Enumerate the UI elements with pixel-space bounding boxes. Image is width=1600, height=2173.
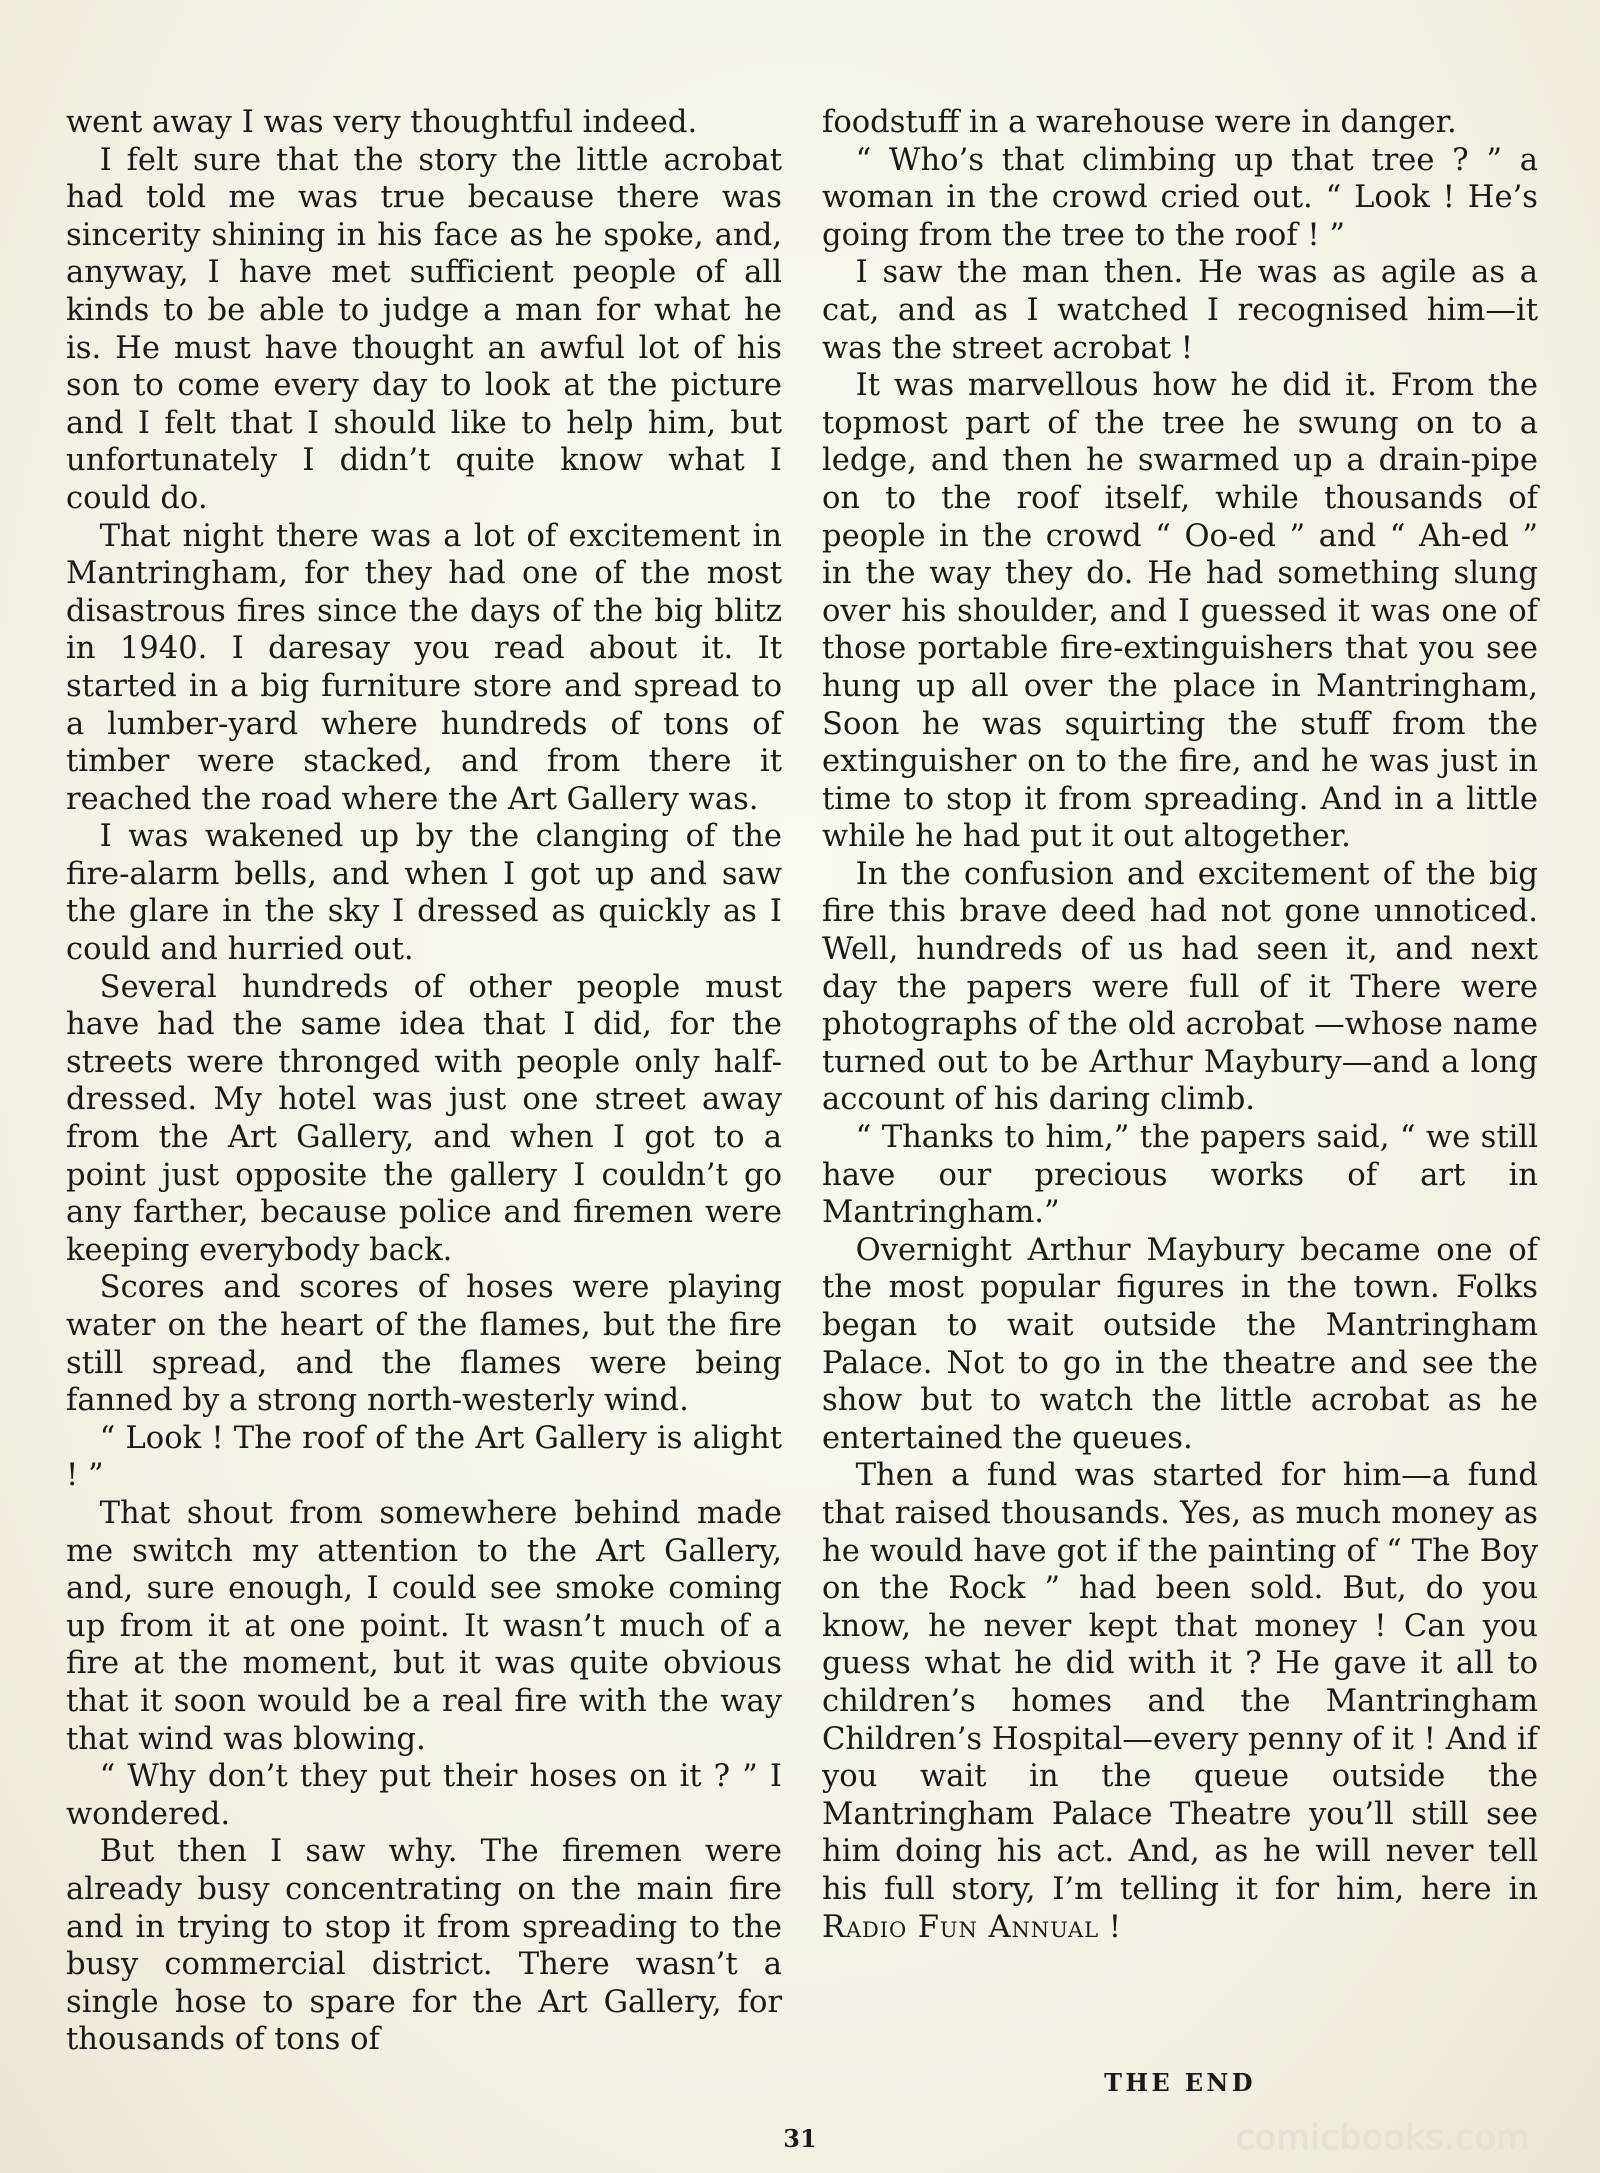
paragraph: It was marvellous how he did it. From the topmost part of the tree he swung on to a ledge, and then he swarmed up a drain-pipe on to the roof itself, while thousands of people in the crowd “ Oo-ed ” and “ Ah-ed ” in the way they do. He had something slung over his shoulder, and I guessed it was one of those portable fire-extinguishers that you see hung up all over the place in Mantringham, Soon he was squirting the stuff from the extinguisher on to the fire, and he was just in time to stop it from spreading. And in a little while he had put it out altogether. [822,368,1538,855]
final-mark: ! [1099,1909,1122,1945]
paragraph: In the confusion and excitement of the big fire this brave deed had not gone unnoticed. Well, hundreds of us had seen it, and next day the papers were full of it There were photographs of the old acrobat —whose name turned out to be Arthur Maybury—and a long account of his daring climb. [822,856,1538,1118]
paragraph: That shout from somewhere behind made me switch my attention to the Art Gallery, and, sure enough, I could see smoke coming up from it at one point. It wasn’t much of a fire at the moment, but it was quite obvious that it soon would be a real fire with the way that wind was blowing. [66,1495,782,1757]
paragraph: foodstuff in a warehouse were in danger. [822,105,1457,140]
page-number: 31 [783,2124,817,2153]
paragraph: That night there was a lot of excitement in Mantringham, for they had one of the most disastrous fires since the days of the big blitz in 1940. I daresay you read about it. It started in a big furniture store and spread to a lumber-yard where hundreds of tons of timber were stacked, and from there it reached the road where the Art Gallery was. [66,518,782,817]
paragraph: Overnight Arthur Maybury became one of the most popular figures in the town. Folks began to wait outside the Mantringham Palace. Not to go in the theatre and see the show but to watch the little acrobat as he entertained the queues. [822,1232,1538,1456]
paragraph: I felt sure that the story the little acrobat had told me was true because there was sincerity shining in his face as he spoke, and, anyway, I have met sufficient people of all kinds to be able to judge a man for what he is. He must have thought an awful lot of his son to come every day to look at the picture and I felt that I should like to help him, but unfortunately I didn’t quite know what I could do. [66,142,782,516]
paragraph: “ Look ! The roof of the Art Gallery is alight ! ” [66,1420,782,1494]
paragraph: “ Thanks to him,” the papers said, “ we still have our precious works of art in Mantringham.” [822,1120,1538,1231]
paragraph: “ Why don’t they put their hoses on it ? ” I wondered. [66,1759,782,1832]
paragraph: I saw the man then. He was as agile as a cat, and as I watched I recognised him—it was the street acrobat ! [822,255,1538,366]
final-paragraph-text: Then a fund was started for him—a fund that raised thousands. Yes, as much money as he would have got if the painting of “ The Boy on the Rock ” had been sold. But, do you know, he never kept that money ! Can you guess what he did with it ? He gave it all to children’s homes and the Mantringham Children’s Hospital—every penny of it ! And if you wait in the queue outside the Mantringham Palace Theatre you’ll still see him doing his act. And, as he will never tell his full story, I’m telling it for him, here in [822,1458,1538,1907]
paragraph: I was wakened up by the clanging of the fire-alarm bells, and when I got up and saw the glare in the sky I dressed as quickly as I could and hurried out. [66,819,782,968]
paragraph: Several hundreds of other people must have had the same idea that I did, for the streets were thronged with people only half-dressed. My hotel was just one street away from the Art Gallery, and when I got to a point just opposite the gallery I couldn’t go any farther, because police and firemen were keeping everybody back. [66,969,782,1268]
paragraph: went away I was very thoughtful indeed. [66,105,698,140]
magazine-name: Radio Fun Annual [822,1909,1099,1945]
the-end-label: THE END [1104,2068,1256,2097]
paragraph: “ Who’s that climbing up that tree ? ” a woman in the crowd cried out. “ Look ! He’s going from the tree to the roof ! ” [822,142,1538,253]
right-column [822,104,1538,1946]
watermark: comicbooks.com [1235,2118,1530,2158]
paragraph: Scores and scores of hoses were playing water on the heart of the flames, but the fire still spread, and the flames were being fanned by a strong north-westerly wind. [66,1270,782,1419]
final-paragraph [822,1457,1538,1946]
paragraph: But then I saw why. The firemen were already busy concentrating on the main fire and in trying to stop it from spreading to the busy commercial district. There wasn’t a single hose to spare for the Art Gallery, for thousands of tons of [66,1834,782,2058]
left-column [66,104,782,2059]
